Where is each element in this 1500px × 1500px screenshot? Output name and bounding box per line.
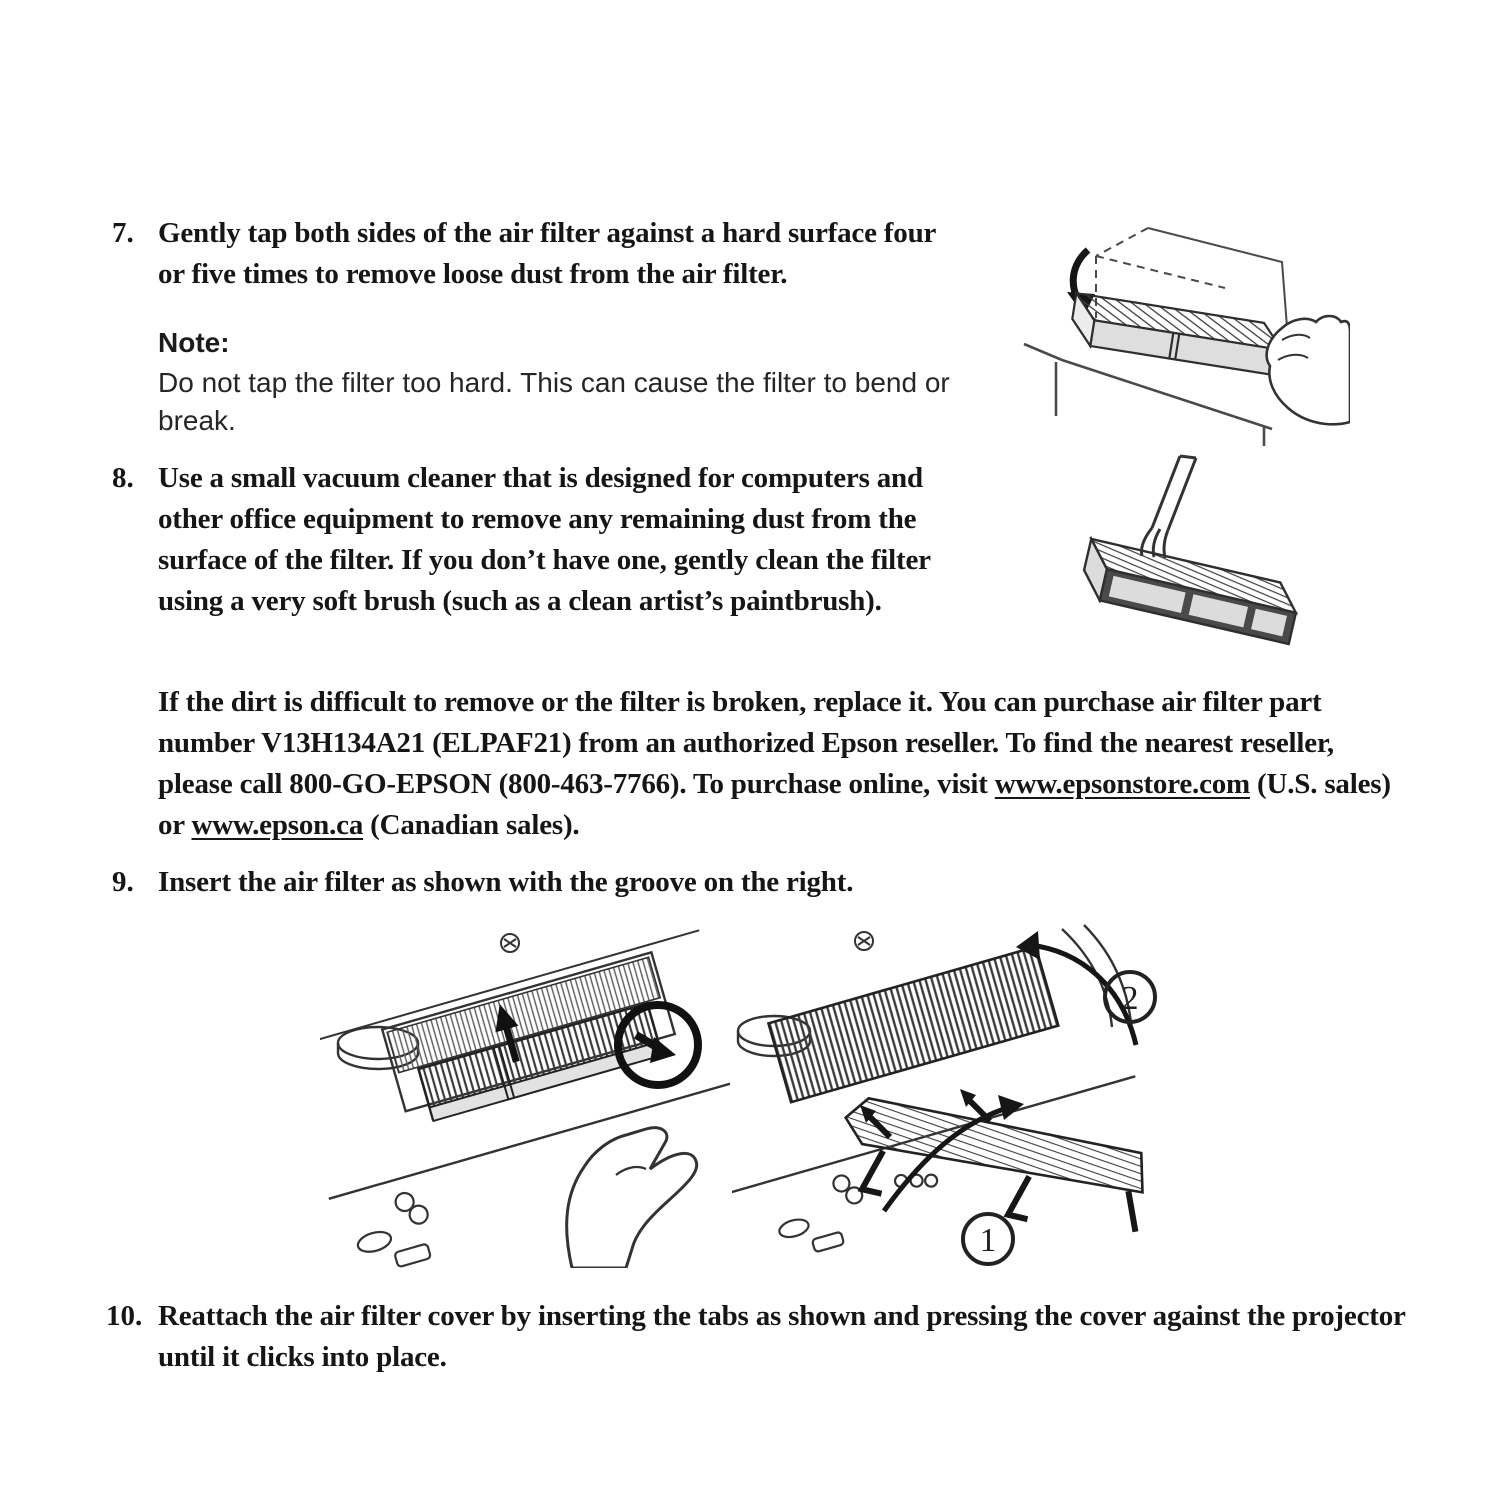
note-title: Note:: [158, 327, 230, 358]
purchase-text-1: If the dirt is difficult to remove or the filter is broken, replace it. You can purchase air filter part number V13H134A21 (ELPAF21) from an authorized Epson reseller. To find the nearest reseller, please call 800-GO-EPSON (800-463-7766). To purchase online, visit: [158, 686, 1334, 800]
step-8: [104, 458, 970, 622]
note-block: [158, 327, 978, 440]
step-9: [104, 862, 1158, 903]
step-10-number: 10.: [106, 1300, 143, 1332]
purchase-text-2: (U.S. sales) or: [158, 768, 1391, 841]
step-8-number: 8.: [112, 462, 134, 494]
projector-body: [320, 930, 730, 1268]
purchase-paragraph: [158, 682, 1403, 846]
air-filter: [1069, 293, 1286, 376]
air-filter: [768, 947, 1058, 1102]
projector-body: [732, 930, 1158, 1268]
figure-brush-filter: [1062, 450, 1312, 670]
note-text: Do not tap the filter too hard. This can cause the filter to bend or break.: [158, 367, 950, 436]
figure-tap-filter: [1020, 222, 1350, 447]
brush: [1141, 456, 1196, 558]
step-label-1: [963, 1214, 1013, 1264]
purchase-text-3: (Canadian sales).: [363, 809, 580, 841]
figure-reattach-cover: [732, 923, 1162, 1268]
step-9-text: Insert the air filter as shown with the groove on the right.: [158, 866, 854, 898]
step-label-2-text: 2: [1121, 980, 1139, 1017]
step-10: [100, 1296, 1406, 1378]
step-10-text: Reattach the air filter cover by inserting the tabs as shown and pressing the cover against the projector until it clicks into place.: [158, 1300, 1406, 1373]
screw-icon: [855, 932, 873, 950]
epson-ca-link[interactable]: www.epson.ca: [191, 809, 364, 841]
air-filter: [1078, 539, 1302, 644]
hand: [567, 1128, 697, 1268]
body-moldings: [347, 1188, 439, 1268]
step-label-2: [1105, 972, 1155, 1022]
step-8-text: Use a small vacuum cleaner that is designed for computers and other office equipment to remove any remaining dust from the surface of the filter. If you don’t have one, gently clean the filter using a very soft brush (such as a clean artist’s paintbrush).: [158, 462, 931, 617]
step-7-number: 7.: [112, 217, 134, 249]
step-7: [104, 213, 966, 295]
step-label-1-text: 1: [979, 1222, 997, 1259]
step-9-number: 9.: [112, 866, 134, 898]
hand: [1267, 316, 1350, 424]
figure-insert-filter: [320, 923, 730, 1268]
step-7-text: Gently tap both sides of the air filter against a hard surface four or five times to remove loose dust from the air filter.: [158, 217, 936, 290]
epsonstore-link[interactable]: www.epsonstore.com: [994, 768, 1250, 800]
screw-icon: [501, 934, 519, 952]
